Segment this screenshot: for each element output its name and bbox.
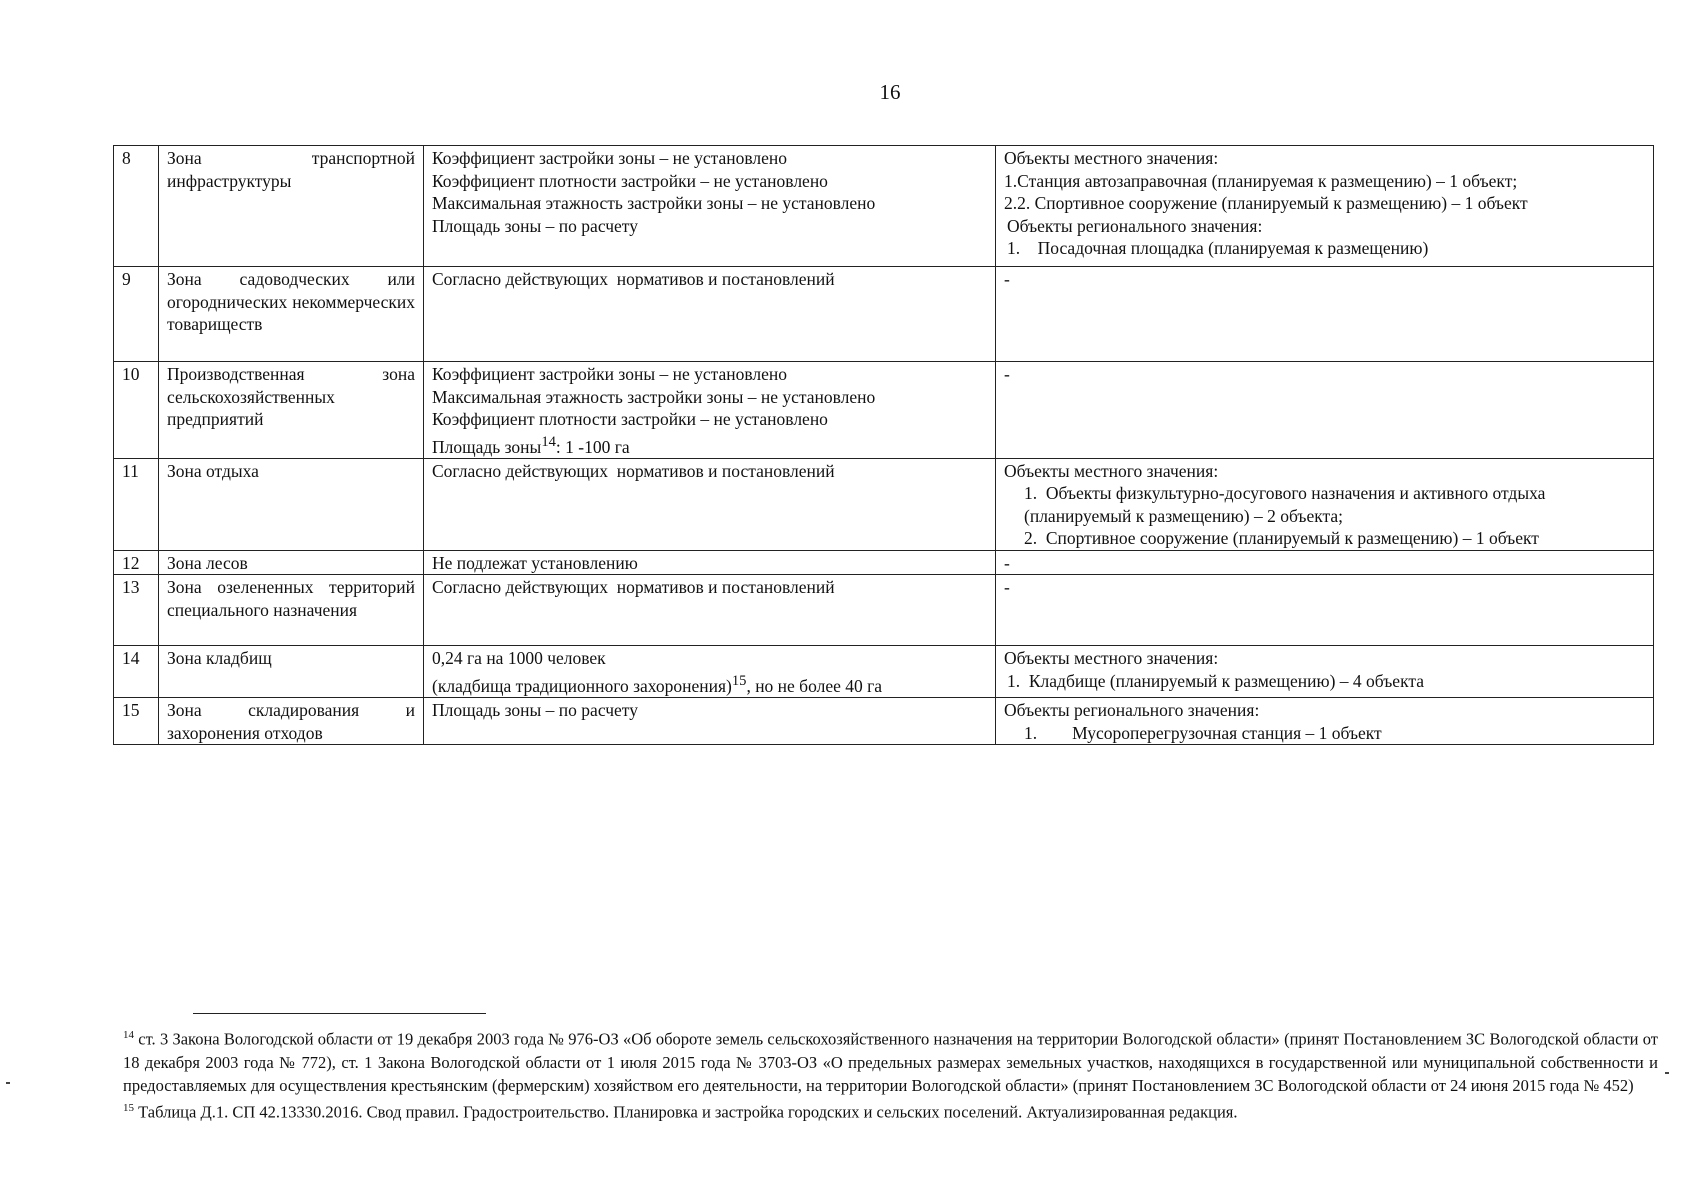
row-number: 13 (114, 575, 159, 646)
footnote-text: Таблица Д.1. СП 42.13330.2016. Свод правил. Градостроительство. Планировка и застройка городских и сельских поселений. Актуализированная редакция. (134, 1102, 1238, 1121)
scan-speck (6, 1082, 10, 1084)
table-row (114, 698, 1654, 745)
table-row (114, 550, 1654, 575)
planned-objects (996, 267, 1654, 362)
object-item: 2.2. Спортивное сооружение (планируемый к размещению) – 1 объект (1004, 193, 1528, 213)
parameter-line: Коэффициент застройки зоны – не установлено (432, 148, 788, 168)
row-number: 10 (114, 362, 159, 459)
parameter-line: Согласно действующих нормативов и постановлений (432, 269, 835, 289)
table-row (114, 646, 1654, 698)
parameter-line: Не подлежат установлению (432, 552, 638, 573)
table-row (114, 575, 1654, 646)
object-item: 2. Спортивное сооружение (планируемый к размещению) – 1 объект (1024, 528, 1539, 549)
no-objects-dash: - (1004, 552, 1010, 573)
row-number: 14 (114, 646, 159, 698)
zone-name: Производственная зона сельскохозяйственных предприятий (159, 362, 424, 459)
table-row (114, 458, 1654, 550)
object-item: 1. Объекты физкультурно-досугового назначения и активного отдыха (планируемый к размещению) – 2 объекта; (1024, 483, 1550, 526)
table-row (114, 362, 1654, 459)
parameter-line: Согласно действующих нормативов и постановлений (432, 577, 835, 598)
parameter-line: Площадь зоны – по расчету (432, 215, 638, 236)
planned-objects (996, 698, 1654, 745)
planned-objects (996, 550, 1654, 575)
zone-name: Зона транспортной инфраструктуры (159, 146, 424, 267)
zone-name: Зона отдыха (159, 458, 424, 550)
parameter-line: Максимальная этажность застройки зоны – не установлено (432, 193, 876, 213)
footnote-text: ст. 3 Закона Вологодской области от 19 декабря 2003 года № 976-ОЗ «Об обороте земель сельскохозяйственного назначения на территории Вологодской области» (принят Постановлением ЗС Вологодской области от 18 декабря 2003 года № 772), ст. 1 Закона Вологодской области от 1 июля 2015 года № 3703-ОЗ «О предельных размерах земельных участков, находящихся в государственной или муниципальной собственности и предоставляемых для осуществления крестьянским (фермерским) хозяйством его деятельности, на территории Вологодской области» (принят Постановлением ЗС Вологодской области от 24 июня 2015 года № 452) (123, 1029, 1658, 1095)
parameter-line: Коэффициент застройки зоны – не установлено (432, 364, 788, 384)
zone-parameters (424, 646, 996, 698)
parameter-line: Согласно действующих нормативов и постановлений (432, 460, 835, 481)
cemetery-prefix: (кладбища традиционного захоронения) (432, 675, 732, 696)
footnote-ref-14: 14 (541, 433, 556, 450)
object-item: 1. Посадочная площадка (планируемая к размещению) (1007, 238, 1429, 258)
page-number: 16 (879, 80, 901, 104)
cemetery-suffix: , но не более 40 га (746, 675, 883, 696)
row-number: 15 (114, 698, 159, 745)
zone-parameters (424, 550, 996, 575)
parameter-line: 0,24 га на 1000 человек (432, 648, 606, 669)
objects-heading: Объекты местного значения: (1004, 460, 1219, 481)
footnote-15 (123, 1097, 1658, 1124)
footnote-mark: 14 (123, 1029, 134, 1041)
object-item: 1. Мусороперегрузочная станция – 1 объект (1024, 722, 1382, 743)
planned-objects (996, 362, 1654, 459)
footnote-ref-15: 15 (731, 672, 747, 689)
no-objects-dash: - (1004, 577, 1010, 598)
objects-heading: Объекты местного значения: (1004, 148, 1219, 168)
zone-parameters (424, 698, 996, 745)
object-item: 1. Кладбище (планируемый к размещению) – 4 объекта (1007, 670, 1424, 691)
parameter-line: Коэффициент плотности застройки – не установлено (432, 409, 828, 429)
zone-area-line (432, 431, 987, 458)
objects-heading: Объекты местного значения: (1004, 648, 1219, 669)
planned-objects (996, 575, 1654, 646)
zones-table (113, 145, 1654, 745)
row-number: 12 (114, 550, 159, 575)
parameter-line: Площадь зоны – по расчету (432, 700, 638, 721)
zone-name: Зона озелененных территорий специального назначения (159, 575, 424, 646)
no-objects-dash: - (1004, 269, 1010, 289)
footnote-14 (123, 1024, 1658, 1097)
parameter-line: Коэффициент плотности застройки – не установлено (432, 170, 828, 191)
zone-parameters (424, 362, 996, 459)
objects-heading: Объекты регионального значения: (1004, 700, 1260, 721)
zone-parameters (424, 267, 996, 362)
planned-objects (996, 146, 1654, 267)
parameter-line: Максимальная этажность застройки зоны – не установлено (432, 386, 876, 407)
zone-parameters (424, 458, 996, 550)
row-number: 8 (114, 146, 159, 267)
footnote-separator (193, 1013, 486, 1014)
no-objects-dash: - (1004, 364, 1010, 384)
planned-objects (996, 646, 1654, 698)
table-row (114, 267, 1654, 362)
area-suffix: : 1 -100 га (555, 436, 630, 457)
row-number: 11 (114, 458, 159, 550)
cemetery-norm-line (432, 670, 987, 697)
footnotes (123, 1024, 1658, 1123)
table-row (114, 146, 1654, 267)
row-number: 9 (114, 267, 159, 362)
footnote-mark: 15 (123, 1101, 134, 1114)
scan-speck (1665, 1072, 1669, 1074)
zone-name: Зона лесов (159, 550, 424, 575)
zone-parameters (424, 146, 996, 267)
zone-name: Зона садоводческих или огороднических некоммерческих товариществ (159, 267, 424, 362)
planned-objects (996, 458, 1654, 550)
zone-parameters (424, 575, 996, 646)
objects-heading: Объекты регионального значения: (1007, 215, 1263, 236)
object-item: 1.Станция автозаправочная (планируемая к размещению) – 1 объект; (1004, 170, 1518, 191)
area-prefix: Площадь зоны (432, 436, 542, 457)
zone-name: Зона складирования и захоронения отходов (159, 698, 424, 745)
zone-name: Зона кладбищ (159, 646, 424, 698)
